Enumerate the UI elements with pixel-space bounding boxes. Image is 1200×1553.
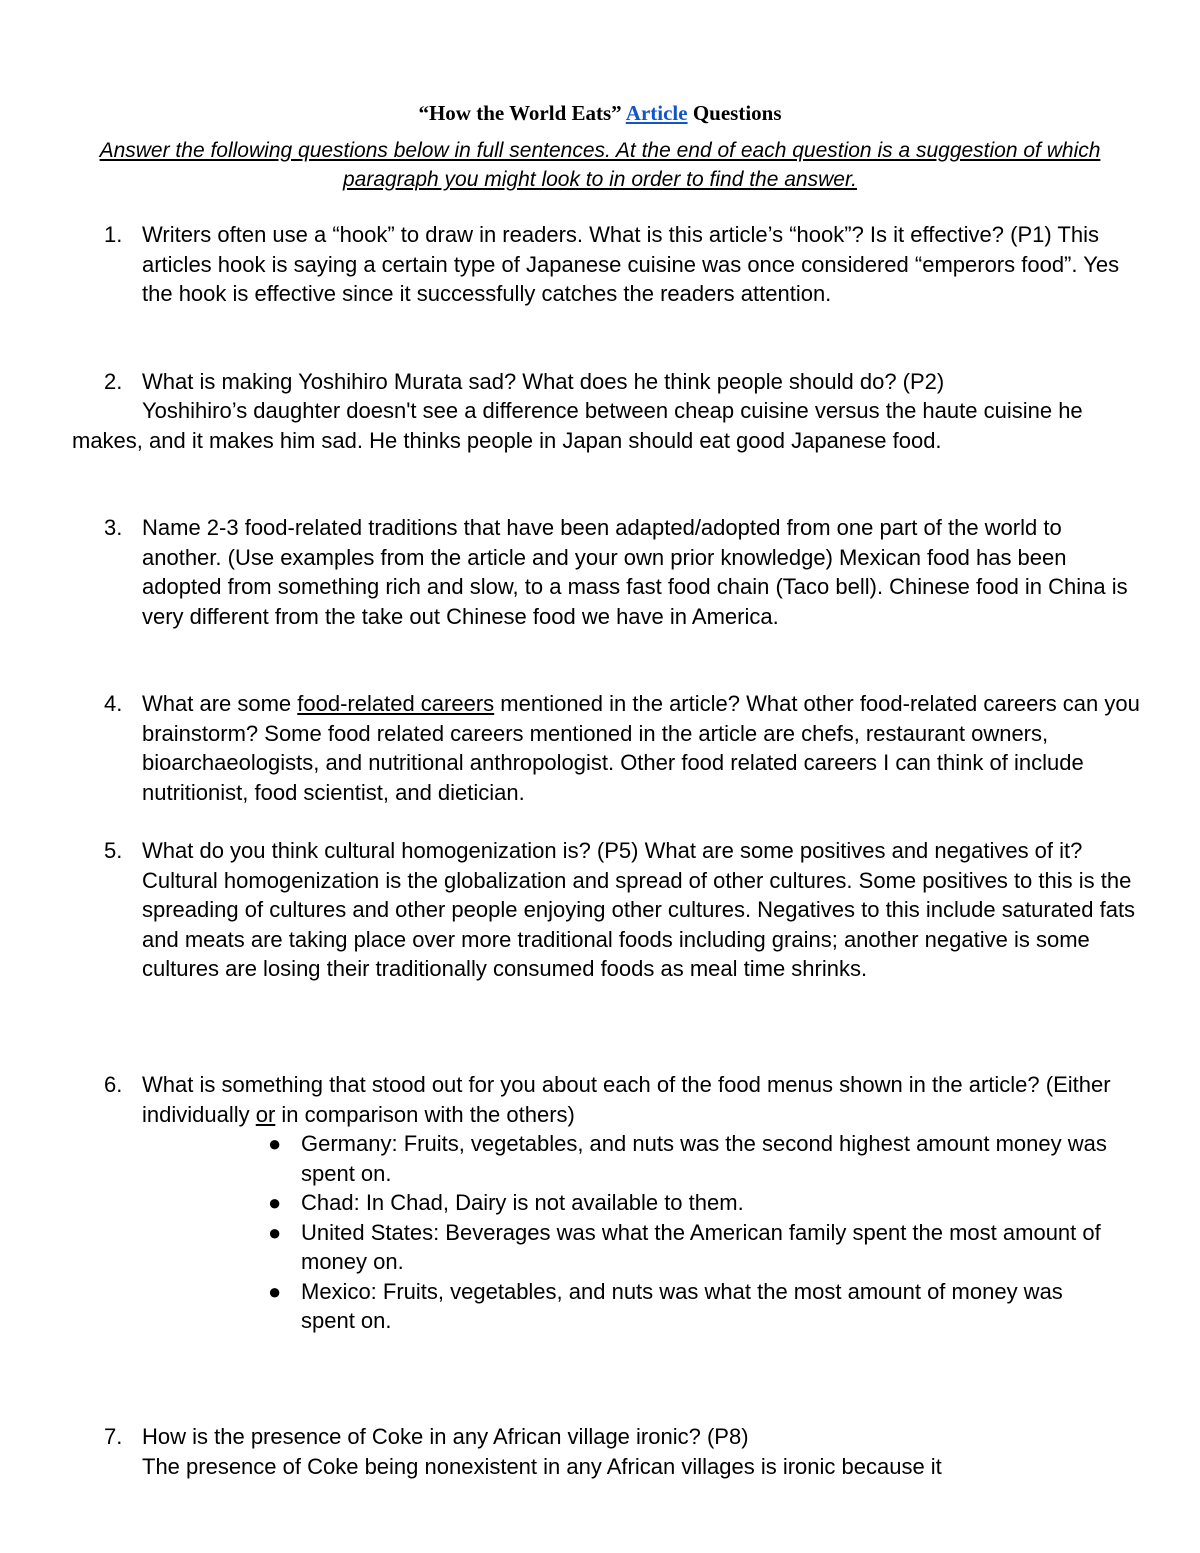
bullet-icon: ● xyxy=(268,1219,282,1245)
question-1 xyxy=(104,220,1142,309)
question-number: 7. xyxy=(104,1424,123,1449)
question-number: 4. xyxy=(104,691,123,716)
question-text-end: in comparison with the others) xyxy=(275,1101,575,1127)
question-2 xyxy=(104,367,1142,397)
question-text-end: mentioned in the article? What other food-related careers can you brainstorm? Some food related careers mentioned in the article are chefs, restaurant owners, bioarchaeologists, and nutritional anthropologist. Other food related careers I can think of include nutritionist, food scientist, and dietician. xyxy=(142,691,1140,805)
answer-5: Cultural homogenization is the globalization and spread of other cultures. Some positives to this is the spreading of cultures and other people enjoying other cultures. Negatives to this include saturated fats and meats are taking place over more traditional foods including grains; another negative is some cultures are losing their traditionally consumed foods as meal time shrinks. xyxy=(142,867,1136,981)
question-number: 6. xyxy=(104,1072,123,1097)
question-4 xyxy=(104,689,1142,807)
title-prefix: “How the World Eats” xyxy=(418,101,622,125)
underlined-phrase: food-related careers xyxy=(297,691,495,716)
question-text-start: What is something that stood out for you about each of the food menus shown in the article? (Either individually xyxy=(142,1072,1111,1127)
answer-2: Yoshihiro’s daughter doesn't see a difference between cheap cuisine versus the haute cuisine he makes, and it makes him sad. He thinks people in Japan should eat good Japanese food. xyxy=(72,398,1083,453)
question-text: Name 2-3 food-related traditions that have been adapted/adopted from one part of the world to another. (Use examples from the article and your own prior knowledge) Mexican food has been adopted from something rich and slow, to a mass fast food chain (Taco bell). Chinese food in China is very different from the take out Chinese food we have in America. xyxy=(142,515,1128,629)
question-number: 1. xyxy=(104,222,123,247)
question-7 xyxy=(104,1422,1142,1481)
answer-7: The presence of Coke being nonexistent in any African villages is ironic because it xyxy=(142,1453,942,1479)
list-item: ● Germany: Fruits, vegetables, and nuts was the second highest amount money was spent on. xyxy=(268,1131,1107,1186)
question-number: 3. xyxy=(104,515,123,540)
question-number: 5. xyxy=(104,838,123,863)
question-text: What do you think cultural homogenization is? (P5) What are some positives and negatives of it? xyxy=(142,838,1083,863)
title-suffix: Questions xyxy=(692,101,782,125)
page-title xyxy=(0,98,1200,128)
bullet-icon: ● xyxy=(268,1131,282,1156)
menu-observations-list xyxy=(142,1129,1122,1336)
list-item: ● Mexico: Fruits, vegetables, and nuts was what the most amount of money was spent on. xyxy=(268,1278,1063,1333)
list-item: ● United States: Beverages was what the American family spent the most amount of money on. xyxy=(268,1219,1101,1274)
question-text-start: What are some xyxy=(142,691,298,716)
question-3 xyxy=(104,513,1142,631)
bullet-icon: ● xyxy=(268,1278,282,1304)
question-text: Writers often use a “hook” to draw in readers. What is this article’s “hook”? Is it effective? (P1) This articles hook is saying a certain type of Japanese cuisine was once considered “emperors food”. Yes the hook is effective since it successfully catches the readers attention. xyxy=(142,222,1120,306)
question-text: How is the presence of Coke in any African village ironic? (P8) xyxy=(142,1424,749,1449)
underlined-word: or xyxy=(255,1101,276,1127)
bullet-icon: ● xyxy=(268,1190,282,1215)
question-5 xyxy=(104,836,1142,984)
list-item: ● Chad: In Chad, Dairy is not available to them. xyxy=(142,1188,1122,1218)
question-6 xyxy=(104,1070,1142,1129)
question-number: 2. xyxy=(104,369,123,394)
question-text: What is making Yoshihiro Murata sad? What does he think people should do? (P2) xyxy=(142,369,945,394)
instructions: Answer the following questions below in full sentences. At the end of each question is a suggestion of which paragraph you might look to in order to find the answer. xyxy=(99,139,1101,191)
article-link[interactable]: Article xyxy=(625,101,688,125)
